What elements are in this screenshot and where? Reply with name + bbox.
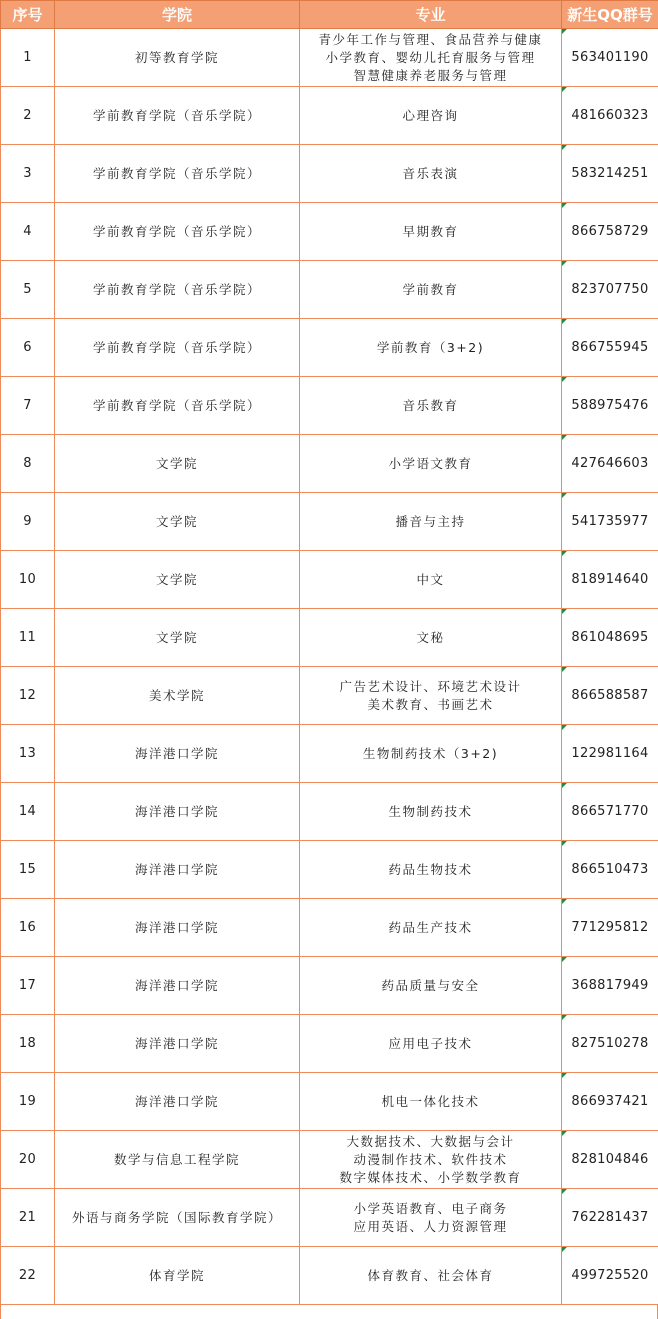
major-line: 播音与主持 — [302, 513, 559, 531]
major-line: 体育教育、社会体育 — [302, 1267, 559, 1285]
row-major — [300, 319, 562, 377]
major-line: 小学语文教育 — [302, 455, 559, 473]
row-qq-number: 866571770 — [562, 783, 658, 841]
row-college: 美术学院 — [55, 667, 300, 725]
row-index: 20 — [1, 1131, 55, 1189]
major-line: 生物制药技术 — [302, 803, 559, 821]
major-line: 生物制药技术（3+2) — [302, 745, 559, 763]
major-line: 药品质量与安全 — [302, 977, 559, 995]
table-row — [1, 957, 658, 1015]
row-index: 19 — [1, 1073, 55, 1131]
row-qq-number: 827510278 — [562, 1015, 658, 1073]
table-row — [1, 203, 658, 261]
major-line: 药品生物技术 — [302, 861, 559, 879]
row-qq-number: 866758729 — [562, 203, 658, 261]
row-index: 4 — [1, 203, 55, 261]
row-major — [300, 435, 562, 493]
table-row — [1, 1247, 658, 1305]
major-line: 应用电子技术 — [302, 1035, 559, 1053]
major-line: 广告艺术设计、环境艺术设计 — [302, 678, 559, 696]
row-major — [300, 261, 562, 319]
row-major — [300, 1189, 562, 1247]
row-index: 15 — [1, 841, 55, 899]
row-index: 10 — [1, 551, 55, 609]
row-qq-number: 771295812 — [562, 899, 658, 957]
row-index: 6 — [1, 319, 55, 377]
row-index: 5 — [1, 261, 55, 319]
row-college: 文学院 — [55, 493, 300, 551]
row-index: 7 — [1, 377, 55, 435]
row-college: 体育学院 — [55, 1247, 300, 1305]
row-qq-number: 368817949 — [562, 957, 658, 1015]
table-row — [1, 29, 658, 87]
row-qq-number: 866755945 — [562, 319, 658, 377]
row-qq-number: 828104846 — [562, 1131, 658, 1189]
table-row — [1, 435, 658, 493]
table-row — [1, 1131, 658, 1189]
row-major — [300, 609, 562, 667]
row-qq-number: 563401190 — [562, 29, 658, 87]
row-qq-number: 861048695 — [562, 609, 658, 667]
row-qq-number: 866937421 — [562, 1073, 658, 1131]
major-line: 智慧健康养老服务与管理 — [302, 67, 559, 85]
row-major — [300, 87, 562, 145]
row-major — [300, 377, 562, 435]
major-line: 药品生产技术 — [302, 919, 559, 937]
table-row — [1, 145, 658, 203]
table-row — [1, 87, 658, 145]
row-index: 2 — [1, 87, 55, 145]
row-index: 12 — [1, 667, 55, 725]
row-index: 21 — [1, 1189, 55, 1247]
major-line: 学前教育 — [302, 281, 559, 299]
table-row — [1, 1189, 658, 1247]
table-row — [1, 1015, 658, 1073]
row-major — [300, 841, 562, 899]
table-row — [1, 783, 658, 841]
row-qq-number: 866588587 — [562, 667, 658, 725]
major-line: 小学英语教育、电子商务 — [302, 1200, 559, 1218]
major-line: 音乐表演 — [302, 165, 559, 183]
table-continuation — [0, 1305, 658, 1319]
major-line: 音乐教育 — [302, 397, 559, 415]
major-line: 大数据技术、大数据与会计 — [302, 1133, 559, 1151]
table-row — [1, 551, 658, 609]
row-major — [300, 957, 562, 1015]
row-college: 学前教育学院（音乐学院） — [55, 319, 300, 377]
row-major — [300, 667, 562, 725]
row-major — [300, 1073, 562, 1131]
table-row — [1, 261, 658, 319]
row-major — [300, 783, 562, 841]
row-major — [300, 1015, 562, 1073]
major-line: 学前教育（3+2) — [302, 339, 559, 357]
major-line: 文秘 — [302, 629, 559, 647]
row-major — [300, 145, 562, 203]
row-index: 14 — [1, 783, 55, 841]
row-college: 学前教育学院（音乐学院） — [55, 377, 300, 435]
major-line: 动漫制作技术、软件技术 — [302, 1151, 559, 1169]
major-line: 小学教育、婴幼儿托育服务与管理 — [302, 49, 559, 67]
major-line: 机电一体化技术 — [302, 1093, 559, 1111]
table-row — [1, 725, 658, 783]
row-index: 11 — [1, 609, 55, 667]
row-college: 海洋港口学院 — [55, 1073, 300, 1131]
header-index: 序号 — [1, 1, 55, 29]
row-college: 初等教育学院 — [55, 29, 300, 87]
major-line: 心理咨询 — [302, 107, 559, 125]
header-row — [1, 1, 658, 29]
row-qq-number: 481660323 — [562, 87, 658, 145]
row-college: 文学院 — [55, 551, 300, 609]
row-major — [300, 493, 562, 551]
row-college: 学前教育学院（音乐学院） — [55, 203, 300, 261]
row-qq-number: 762281437 — [562, 1189, 658, 1247]
row-college: 海洋港口学院 — [55, 1015, 300, 1073]
row-major — [300, 725, 562, 783]
table-body — [1, 29, 658, 1305]
table-row — [1, 841, 658, 899]
row-index: 3 — [1, 145, 55, 203]
table-row — [1, 1073, 658, 1131]
row-college: 文学院 — [55, 609, 300, 667]
row-index: 8 — [1, 435, 55, 493]
row-college: 海洋港口学院 — [55, 841, 300, 899]
row-qq-number: 541735977 — [562, 493, 658, 551]
row-college: 海洋港口学院 — [55, 783, 300, 841]
row-college: 海洋港口学院 — [55, 725, 300, 783]
row-qq-number: 427646603 — [562, 435, 658, 493]
table-row — [1, 609, 658, 667]
row-major — [300, 899, 562, 957]
row-major — [300, 551, 562, 609]
row-qq-number: 823707750 — [562, 261, 658, 319]
table-row — [1, 899, 658, 957]
header-college: 学院 — [55, 1, 300, 29]
table-row — [1, 319, 658, 377]
major-line: 数字媒体技术、小学数学教育 — [302, 1169, 559, 1187]
row-college: 文学院 — [55, 435, 300, 493]
row-index: 22 — [1, 1247, 55, 1305]
row-qq-number: 122981164 — [562, 725, 658, 783]
row-major — [300, 29, 562, 87]
row-college: 海洋港口学院 — [55, 899, 300, 957]
row-college: 学前教育学院（音乐学院） — [55, 87, 300, 145]
row-qq-number: 588975476 — [562, 377, 658, 435]
row-qq-number: 583214251 — [562, 145, 658, 203]
row-qq-number: 818914640 — [562, 551, 658, 609]
row-index: 13 — [1, 725, 55, 783]
major-line: 中文 — [302, 571, 559, 589]
row-qq-number: 866510473 — [562, 841, 658, 899]
table-row — [1, 493, 658, 551]
row-index: 9 — [1, 493, 55, 551]
major-line: 早期教育 — [302, 223, 559, 241]
row-index: 18 — [1, 1015, 55, 1073]
row-college: 海洋港口学院 — [55, 957, 300, 1015]
row-college: 学前教育学院（音乐学院） — [55, 145, 300, 203]
row-college: 外语与商务学院（国际教育学院） — [55, 1189, 300, 1247]
row-major — [300, 1131, 562, 1189]
row-major — [300, 203, 562, 261]
table-row — [1, 377, 658, 435]
row-index: 16 — [1, 899, 55, 957]
row-college: 数学与信息工程学院 — [55, 1131, 300, 1189]
row-college: 学前教育学院（音乐学院） — [55, 261, 300, 319]
header-major: 专业 — [300, 1, 562, 29]
row-major — [300, 1247, 562, 1305]
table-row — [1, 667, 658, 725]
major-line: 美术教育、书画艺术 — [302, 696, 559, 714]
row-index: 17 — [1, 957, 55, 1015]
header-qq: 新生QQ群号 — [562, 1, 658, 29]
row-index: 1 — [1, 29, 55, 87]
major-line: 青少年工作与管理、食品营养与健康 — [302, 31, 559, 49]
major-line: 应用英语、人力资源管理 — [302, 1218, 559, 1236]
row-qq-number: 499725520 — [562, 1247, 658, 1305]
